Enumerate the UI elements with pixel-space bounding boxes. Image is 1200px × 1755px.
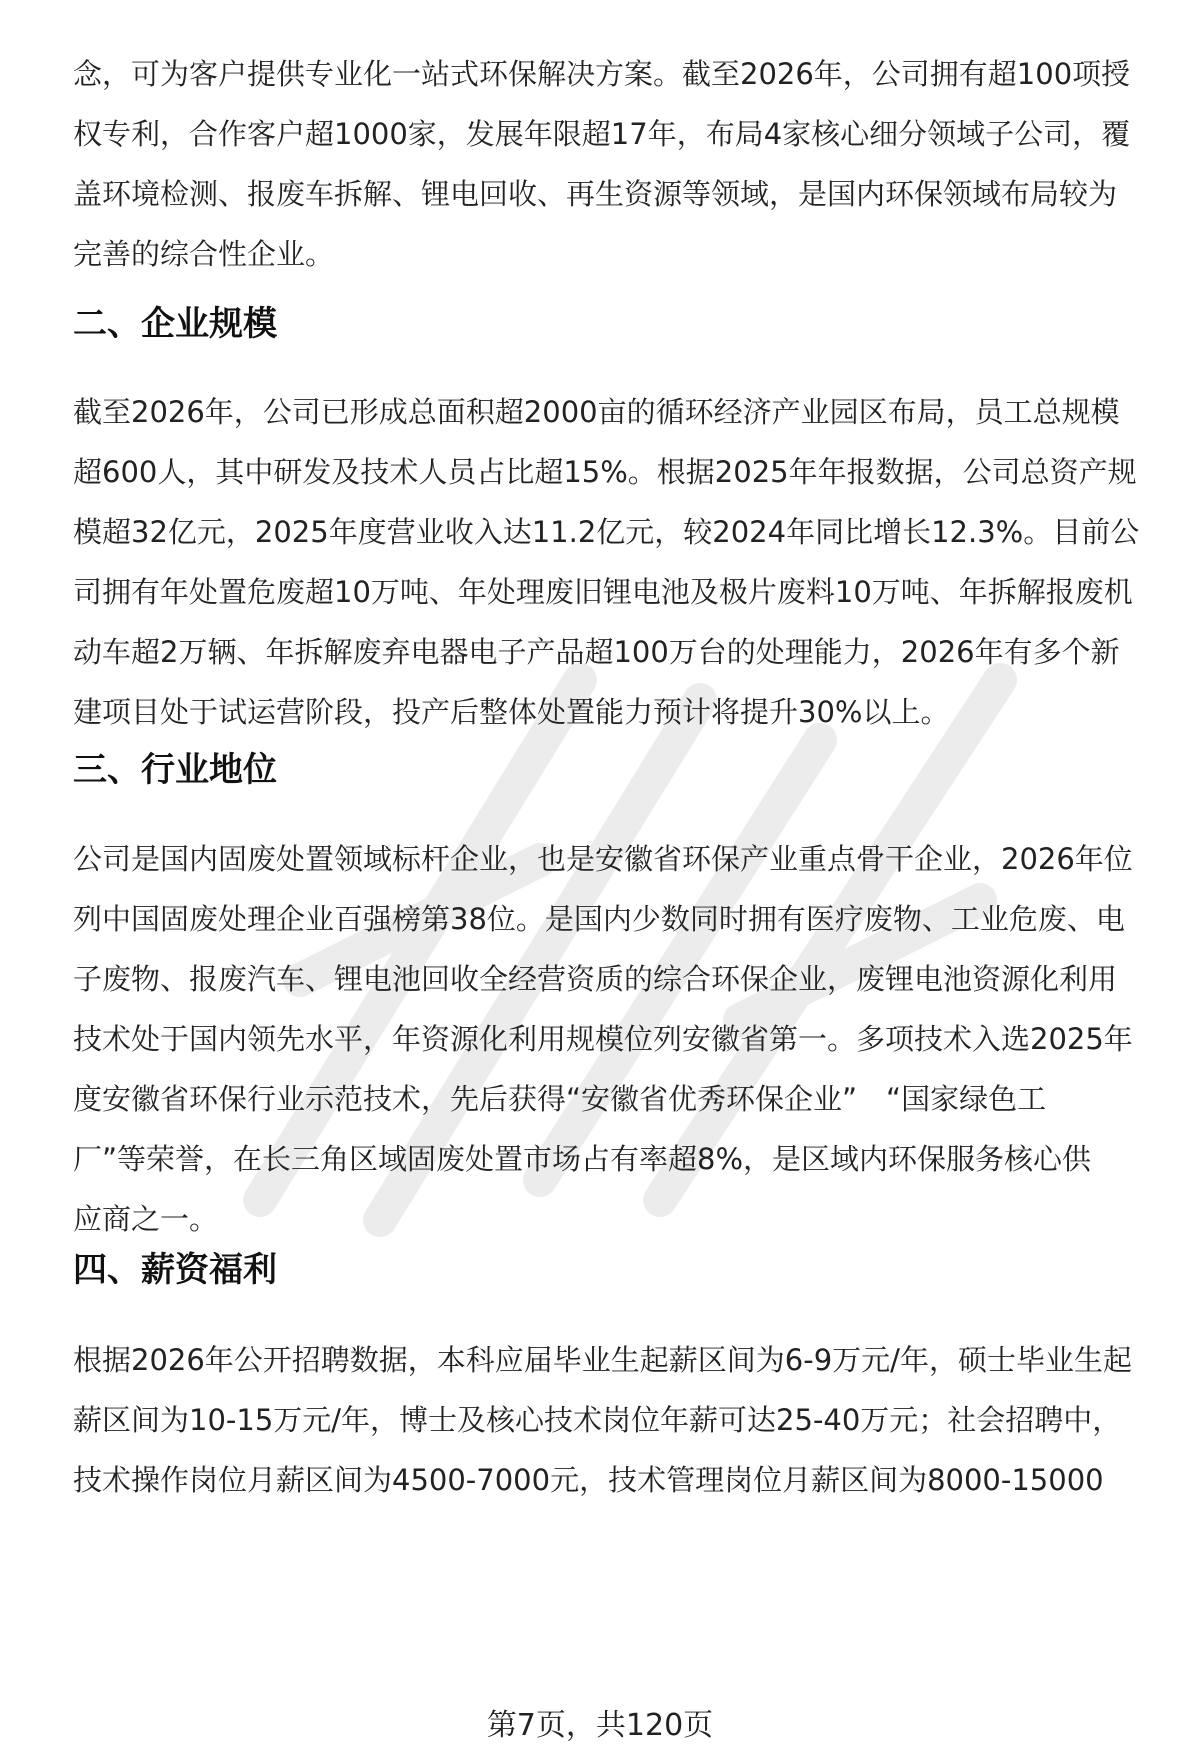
text-line: 技术操作岗位月薪区间为4500-7000元，技术管理岗位月薪区间为8000-15000 bbox=[73, 1463, 1104, 1497]
text-line: 念，可为客户提供专业化一站式环保解决方案。截至2026年，公司拥有超100项授 bbox=[73, 57, 1131, 91]
text-line: 薪区间为10-15万元/年，博士及核心技术岗位年薪可达25-40万元；社会招聘中， bbox=[73, 1403, 1122, 1437]
text-line: 超600人，其中研发及技术人员占比超15%。根据2025年年报数据，公司总资产规 bbox=[73, 455, 1137, 489]
text-line: 动车超2万辆、年拆解废弃电器电子产品超100万台的处理能力，2026年有多个新 bbox=[73, 635, 1120, 669]
text-line: 截至2026年，公司已形成总面积超2000亩的循环经济产业园区布局，员工总规模 bbox=[73, 395, 1120, 429]
page-number-footer: 第7页，共120页 bbox=[486, 1708, 714, 1743]
section-paragraph-salary-benefits bbox=[73, 1330, 1163, 1510]
section-heading-scale: 二、企业规模 bbox=[73, 304, 277, 344]
text-line: 度安徽省环保行业示范技术，先后获得“安徽省优秀环保企业” “国家绿色工 bbox=[73, 1082, 1047, 1116]
text-line: 技术处于国内领先水平，年资源化利用规模位列安徽省第一。多项技术入选2025年 bbox=[73, 1022, 1133, 1056]
text-line: 子废物、报废汽车、锂电池回收全经营资质的综合环保企业，废锂电池资源化利用 bbox=[73, 962, 1118, 996]
text-line: 模超32亿元，2025年度营业收入达11.2亿元，较2024年同比增长12.3%。目前公 bbox=[73, 515, 1140, 549]
text-line: 建项目处于试运营阶段，投产后整体处置能力预计将提升30%以上。 bbox=[73, 695, 950, 729]
section-heading-industry-position: 三、行业地位 bbox=[73, 750, 277, 790]
intro-paragraph bbox=[73, 44, 1163, 284]
text-line: 列中国固废处理企业百强榜第38位。是国内少数同时拥有医疗废物、工业危废、电 bbox=[73, 902, 1125, 936]
section-heading-salary-benefits: 四、薪资福利 bbox=[73, 1250, 277, 1290]
text-line: 完善的综合性企业。 bbox=[73, 237, 335, 271]
section-paragraph-scale bbox=[73, 382, 1163, 742]
text-line: 公司是国内固废处置领域标杆企业，也是安徽省环保产业重点骨干企业，2026年位 bbox=[73, 842, 1133, 876]
text-line: 盖环境检测、报废车拆解、锂电回收、再生资源等领域，是国内环保领域布局较为 bbox=[73, 177, 1118, 211]
text-line: 厂”等荣誉，在长三角区域固废处置市场占有率超8%，是区域内环保服务核心供 bbox=[73, 1142, 1092, 1176]
text-line: 应商之一。 bbox=[73, 1202, 219, 1236]
text-line: 司拥有年处置危废超10万吨、年处理废旧锂电池及极片废料10万吨、年拆解报废机 bbox=[73, 575, 1133, 609]
text-line: 权专利，合作客户超1000家，发展年限超17年，布局4家核心细分领域子公司，覆 bbox=[73, 117, 1131, 151]
text-line: 根据2026年公开招聘数据，本科应届毕业生起薪区间为6-9万元/年，硕士毕业生起 bbox=[73, 1343, 1132, 1377]
section-paragraph-industry-position bbox=[73, 829, 1163, 1249]
